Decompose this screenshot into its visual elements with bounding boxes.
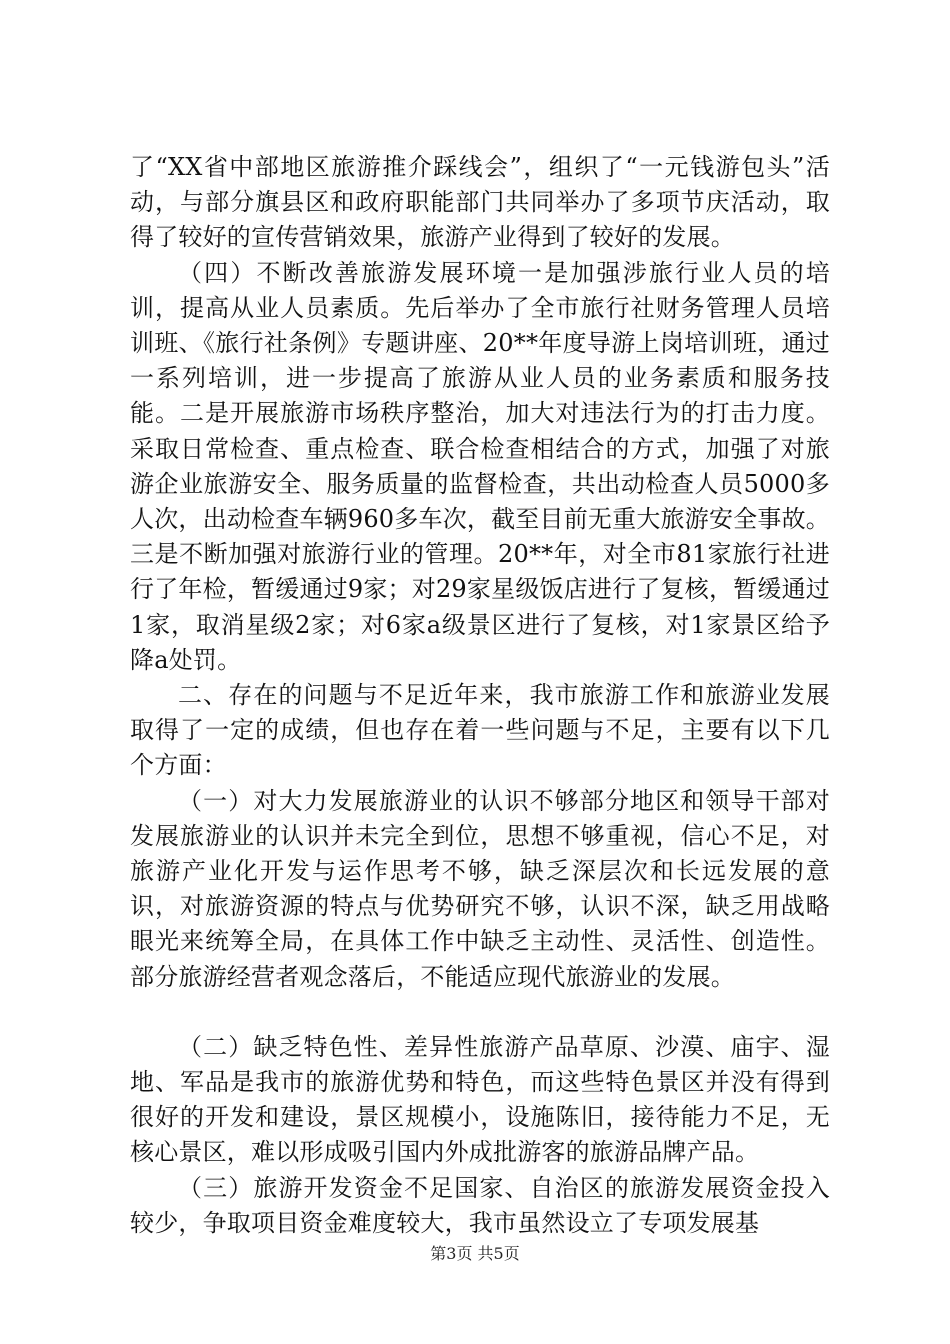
paragraph-section-four: （四）不断改善旅游发展环境一是加强涉旅行业人员的培训，提高从业人员素质。先后举办了全市旅行社财务管理人员培训班、《旅行社条例》专题讲座、20**年度导游上岗培训班，通过一系列培训，进一步提高了旅游从业人员的业务素质和服务技能。二是开展旅游市场秩序整治，加大对违法行为的打击力度。采取日常检查、重点检查、联合检查相结合的方式，加强了对旅游企业旅游安全、服务质量的监督检查，共出动检查人员5000多人次，出动检查车辆960多车次，截至目前无重大旅游安全事故。三是不断加强对旅游行业的管理。20**年，对全市81家旅行社进行了年检，暂缓通过9家；对29家星级饭店进行了复核，暂缓通过1家，取消星级2家；对6家a级景区进行了复核，对1家景区给予降a处罚。 bbox=[130, 258, 830, 674]
paragraph-problems-heading: 二、存在的问题与不足近年来，我市旅游工作和旅游业发展取得了一定的成绩，但也存在着一些问题与不足，主要有以下几个方面： bbox=[130, 681, 830, 780]
document-body bbox=[130, 150, 830, 1241]
paragraph-problem-one: （一）对大力发展旅游业的认识不够部分地区和领导干部对发展旅游业的认识并未完全到位，思想不够重视，信心不足，对旅游产业化开发与运作思考不够，缺乏深层次和长远发展的意识，对旅游资源的特点与优势研究不够，认识不深，缺乏用战略眼光来统筹全局，在具体工作中缺乏主动性、灵活性、创造性。部分旅游经营者观念落后，不能适应现代旅游业的发展。 bbox=[130, 786, 830, 991]
paragraph-problem-two: （二）缺乏特色性、差异性旅游产品草原、沙漠、庙宇、湿地、军品是我市的旅游优势和特色，而这些特色景区并没有得到很好的开发和建设，景区规模小，设施陈旧，接待能力不足，无核心景区，难以形成吸引国内外成批游客的旅游品牌产品。 bbox=[130, 1032, 830, 1167]
paragraph-continuation: 了“XX省中部地区旅游推介踩线会”，组织了“一元钱游包头”活动，与部分旗县区和政府职能部门共同举办了多项节庆活动，取得了较好的宣传营销效果，旅游产业得到了较好的发展。 bbox=[130, 153, 830, 252]
paragraph-problem-three: （三）旅游开发资金不足国家、自治区的旅游发展资金投入较少，争取项目资金难度较大，我市虽然设立了专项发展基 bbox=[130, 1173, 830, 1237]
page-footer: 第3页 共5页 bbox=[430, 1244, 520, 1263]
